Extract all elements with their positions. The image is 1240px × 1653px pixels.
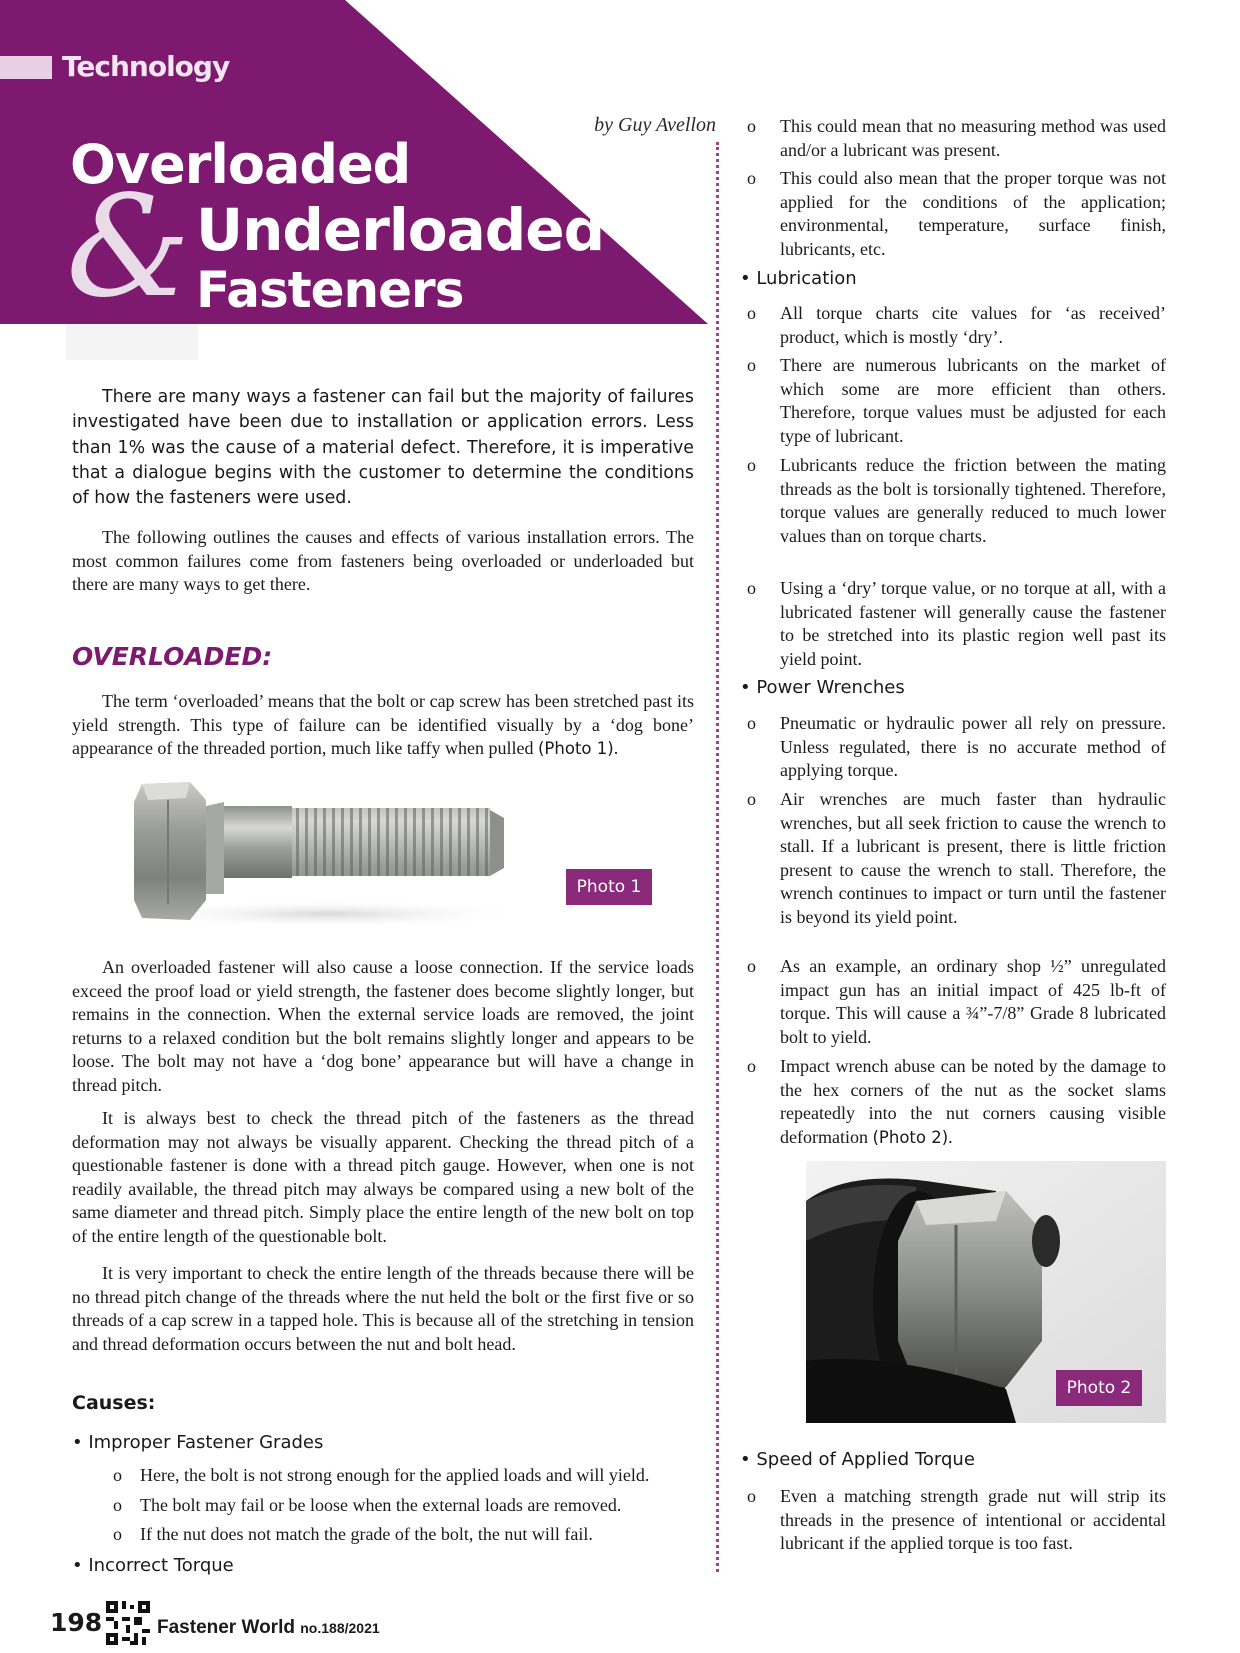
power-sub-text: Air wrenches are much faster than hydraulic wrenches, but all seek friction to cause the wrench to stall. If a lubricant is present, there is little friction present to cause the wrench to stall. Therefore, the wrench continues to impact or turn until the fastener is beyond its yield point.	[780, 789, 1166, 927]
power-sub-text: As an example, an ordinary shop ½” unregulated impact gun has an initial impact of 425 lb-ft of torque. This will cause a ¾”-7/8” Grade 8 lubricated bolt to yield.	[780, 956, 1166, 1047]
photo2-reference: (Photo 2)	[872, 1127, 949, 1147]
speed-sub-item	[747, 1485, 1166, 1556]
term-paragraph-block	[72, 690, 694, 761]
sub-marker: o	[113, 1524, 122, 1544]
torque-sub-item	[747, 115, 1166, 162]
column-divider	[716, 142, 719, 1572]
torque-sub-text: This could mean that no measuring method was used and/or a lubricant was present.	[780, 116, 1166, 160]
term-paragraph	[72, 690, 694, 761]
sub-marker: o	[747, 789, 756, 809]
sub-marker: o	[113, 1465, 122, 1485]
speed-sub-text: Even a matching strength grade nut will strip its threads in the presence of intentional or accidental lubricant if the applied torque is too fast.	[780, 1486, 1166, 1553]
grades-sub-text: If the nut does not match the grade of the bolt, the nut will fail.	[140, 1524, 593, 1544]
sub-marker: o	[113, 1495, 122, 1515]
sub-marker: o	[747, 303, 756, 323]
lubrication-sub-item	[747, 302, 1166, 349]
bullet-power-wrenches: • Power Wrenches	[740, 677, 905, 698]
sub-marker: o	[747, 455, 756, 475]
bullet-lubrication: • Lubrication	[740, 268, 857, 289]
bullet-incorrect-torque: • Incorrect Torque	[72, 1555, 234, 1576]
photo1-reference: (Photo 1)	[538, 739, 614, 758]
sub-marker: o	[747, 355, 756, 375]
magazine-name: Fastener World	[157, 1617, 295, 1638]
bullet-improper-grades: • Improper Fastener Grades	[72, 1432, 324, 1453]
term-text: The term ‘overloaded’ means that the bolt or cap screw has been stretched past its yield strength. This type of failure can be identified visually by a ‘dog bone’ appearance of the threaded portion, much like taffy when pulled	[72, 691, 694, 758]
sub-marker: o	[747, 1486, 756, 1506]
loose-paragraph-block	[72, 956, 694, 1097]
outline-paragraph-block	[72, 526, 694, 597]
impact-text: Impact wrench abuse can be noted by the damage to the hex corners of the nut as the socket slams repeatedly into the nut corners causing visible deformation	[780, 1056, 1166, 1147]
photo-2-badge: Photo 2	[1056, 1370, 1142, 1406]
power-sub-item	[747, 1055, 1166, 1149]
torque-sub-text: This could also mean that the proper torque was not applied for the conditions of the application; environmental, temperature, surface finish, lubricants, etc.	[780, 168, 1166, 259]
grades-sub-text: Here, the bolt is not strong enough for the applied loads and will yield.	[140, 1465, 650, 1485]
lubrication-sub-text: All torque charts cite values for ‘as received’ product, which is mostly ‘dry’.	[780, 303, 1166, 347]
overloaded-heading: OVERLOADED:	[72, 642, 273, 671]
photo-1-bolt	[128, 776, 542, 928]
bolt-image	[128, 776, 542, 928]
causes-heading: Causes:	[72, 1392, 156, 1414]
intro-paragraph: There are many ways a fastener can fail but the majority of failures investigated have been due to installation or application errors. Less than 1% was the cause of a material defect. Therefore, it is imperative that a dialogue begins with the customer to determine the conditions of how the fasteners were used.	[72, 387, 694, 509]
torque-sub-item	[747, 167, 1166, 261]
photo-1-badge: Photo 1	[566, 869, 652, 905]
title-ampersand: &	[66, 166, 191, 329]
section-stripe	[0, 56, 52, 79]
title-line-fasteners: Fasteners	[196, 261, 464, 319]
lubrication-sub-item	[747, 454, 1166, 548]
sub-marker: o	[747, 956, 756, 976]
lubrication-sub-text: Using a ‘dry’ torque value, or no torque at all, with a lubricated fastener will generally cause the fastener to be stretched into its plastic region well past its yield point.	[780, 578, 1166, 669]
length-paragraph: It is very important to check the entire length of the threads because there will be no thread pitch change of the threads where the nut held the bolt or the first five or so threads of a cap screw in a tapped hole. This is because all of the stretching in tension and thread deformation occurs between the nut and bolt head.	[72, 1263, 694, 1354]
lubrication-sub-text: There are numerous lubricants on the market of which some are more efficient than others. Therefore, torque values must be adjusted for each type of lubricant.	[780, 355, 1166, 446]
byline: by Guy Avellon	[594, 114, 716, 136]
outline-paragraph: The following outlines the causes and effects of various installation errors. The most common failures come from fasteners being overloaded or underloaded but there are many ways to get there.	[72, 527, 694, 594]
title-line-underloaded: Underloaded	[196, 196, 605, 264]
page-number: 198	[50, 1608, 103, 1637]
lubrication-sub-item	[747, 354, 1166, 448]
power-sub-item	[747, 955, 1166, 1049]
magazine-issue: no.188/2021	[300, 1620, 380, 1636]
sub-marker: o	[747, 116, 756, 136]
magazine-footer	[157, 1617, 380, 1639]
title-line-overloaded: Overloaded	[70, 133, 411, 196]
power-sub-item	[747, 788, 1166, 929]
lubrication-sub-item	[747, 577, 1166, 671]
loose-paragraph: An overloaded fastener will also cause a loose connection. If the service loads exceed the proof load or yield strength, the fastener does become slightly longer, but remains in the connection. When the external service loads are removed, the joint returns to a relaxed condition but the bolt remains slightly longer and appears to be loose. The bolt may not have a ‘dog bone’ appearance but will have a change in thread pitch.	[72, 957, 694, 1095]
power-sub-text: Pneumatic or hydraulic power all rely on pressure. Unless regulated, there is no accurate method of applying torque.	[780, 713, 1166, 780]
grades-sub-text: The bolt may fail or be loose when the external loads are removed.	[140, 1495, 622, 1515]
bullet-speed-of-torque: • Speed of Applied Torque	[740, 1449, 975, 1470]
lubrication-sub-text: Lubricants reduce the friction between the mating threads as the bolt is torsionally tightened. Therefore, torque values are generally reduced to much lower values than on torque charts.	[780, 455, 1166, 546]
sub-marker: o	[747, 1056, 756, 1076]
pitch-paragraph: It is always best to check the thread pitch of the fasteners as the thread deformation may not always be visually apparent. Checking the thread pitch of a questionable fastener is done with a thread pitch gauge. However, when one is not readily available, the thread pitch may always be compared using a new bolt of the same diameter and thread pitch. Simply place the entire length of the new bolt on top of the entire length of the questionable bolt.	[72, 1108, 694, 1246]
qr-code-icon	[106, 1601, 150, 1645]
power-sub-text	[780, 1055, 1166, 1149]
term-end: .	[613, 738, 619, 758]
impact-end: .	[948, 1126, 953, 1147]
sub-marker: o	[747, 168, 756, 188]
sub-marker: o	[747, 578, 756, 598]
sub-marker: o	[747, 713, 756, 733]
length-paragraph-block	[72, 1262, 694, 1356]
section-label: Technology	[62, 50, 230, 83]
pitch-paragraph-block	[72, 1107, 694, 1248]
power-sub-item	[747, 712, 1166, 783]
